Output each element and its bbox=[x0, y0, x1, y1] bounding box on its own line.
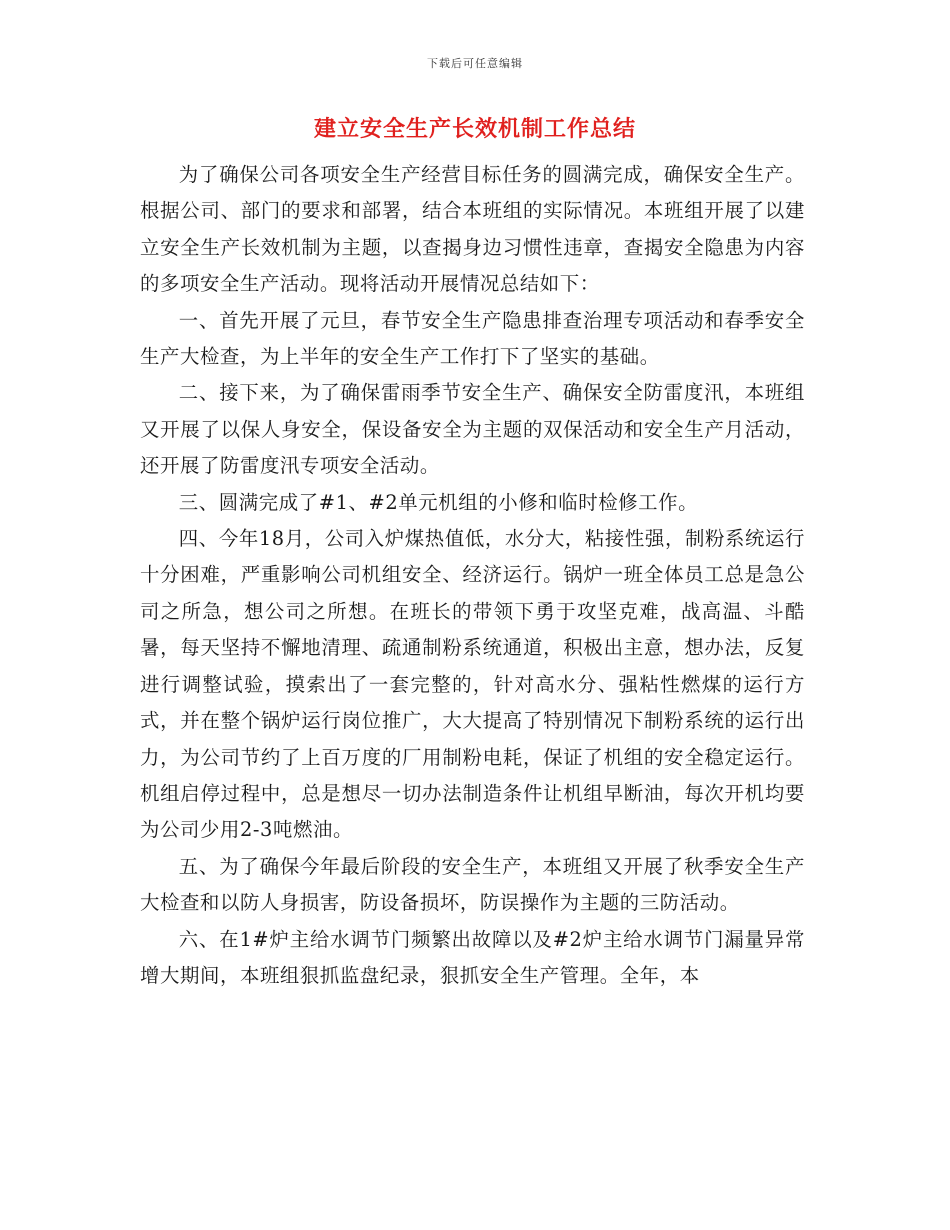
document-body bbox=[140, 157, 805, 994]
paragraph-intro: 为了确保公司各项安全生产经营目标任务的圆满完成，确保安全生产。根据公司、部门的要求和部署，结合本班组的实际情况。本班组开展了以建立安全生产长效机制为主题，以查揭身边习惯性违章，查揭安全隐患为内容的多项安全生产活动。现将活动开展情况总结如下： bbox=[140, 163, 805, 296]
paragraph-6: 六、在1#炉主给水调节门频繁出故障以及#2炉主给水调节门漏量异常增大期间，本班组狠抓监盘纪录，狠抓安全生产管理。全年，本 bbox=[140, 927, 805, 987]
paragraph-2: 二、接下来，为了确保雷雨季节安全生产、确保安全防雷度汛，本班组又开展了以保人身安全，保设备安全为主题的双保活动和安全生产月活动，还开展了防雷度汛专项安全活动。 bbox=[140, 381, 805, 478]
header-note: 下载后可任意编辑 bbox=[427, 57, 523, 70]
paragraph-4: 四、今年18月，公司入炉煤热值低，水分大，粘接性强，制粉系统运行十分困难，严重影响公司机组安全、经济运行。锅炉一班全体员工总是急公司之所急，想公司之所想。在班长的带领下勇于攻坚克难，战高温、斗酷暑，每天坚持不懈地清理、疏通制粉系统通道，积极出主意，想办法，反复进行调整试验，摸索出了一套完整的，针对高水分、强粘性燃煤的运行方式，并在整个锅炉运行岗位推广，大大提高了特别情况下制粉系统的运行出力，为公司节约了上百万度的厂用制粉电耗，保证了机组的安全稳定运行。机组启停过程中，总是想尽一切办法制造条件让机组早断油，每次开机均要为公司少用2-3吨燃油。 bbox=[140, 527, 805, 842]
document-title: 建立安全生产长效机制工作总结 bbox=[313, 116, 636, 142]
paragraph-3: 三、圆满完成了#1、#2单元机组的小修和临时检修工作。 bbox=[178, 490, 699, 514]
paragraph-5: 五、为了确保今年最后阶段的安全生产，本班组又开展了秋季安全生产大检查和以防人身损害，防设备损坏，防误操作为主题的三防活动。 bbox=[140, 854, 805, 915]
paragraph-1: 一、首先开展了元旦，春节安全生产隐患排查治理专项活动和春季安全生产大检查，为上半年的安全生产工作打下了坚实的基础。 bbox=[140, 308, 805, 369]
